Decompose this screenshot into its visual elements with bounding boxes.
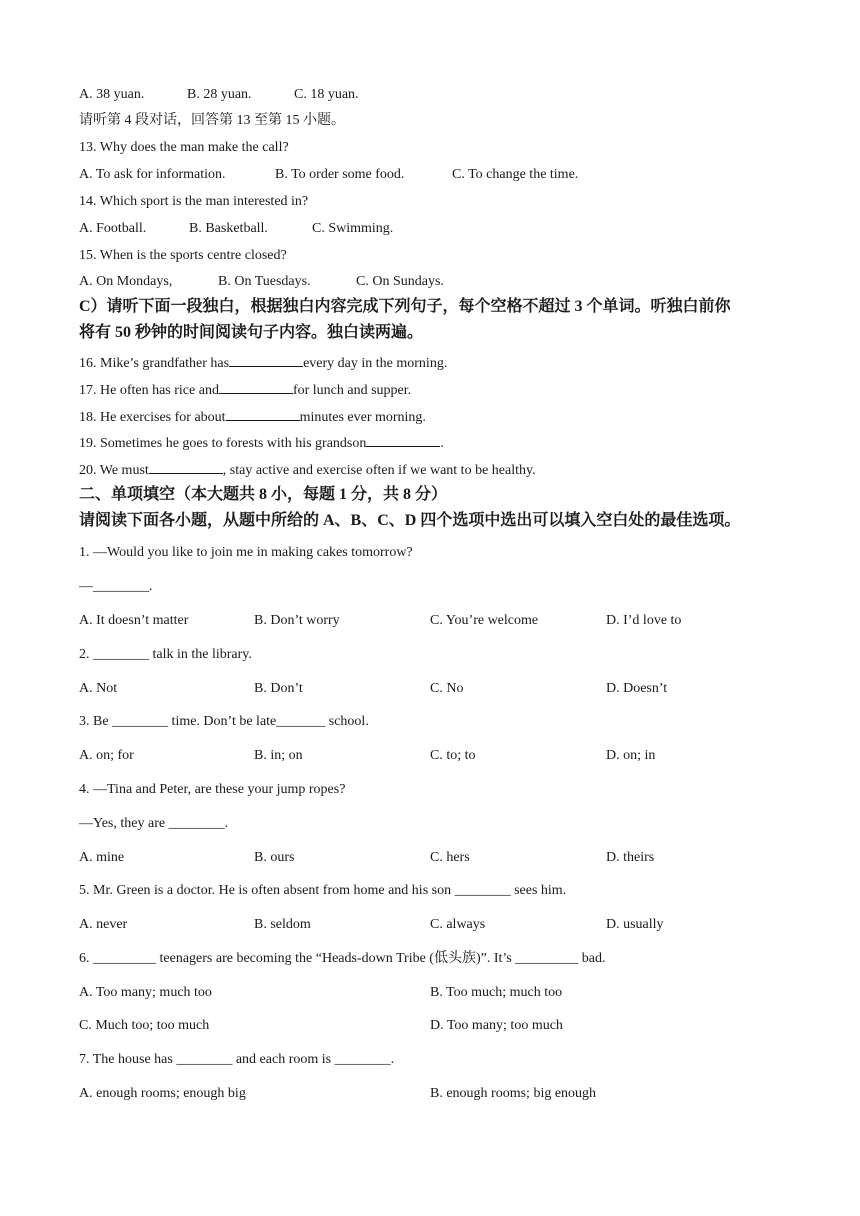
s2-q5-option-d: D. usually	[606, 917, 664, 932]
q16-sentence	[79, 353, 447, 373]
s2-q7-stem: 7. The house has ________ and each room is ________.	[79, 1052, 395, 1067]
q20-before: 20. We must	[79, 463, 149, 478]
q13-option-b: B. To order some food.	[275, 167, 405, 182]
s2-q4-option-b: B. ours	[254, 850, 295, 865]
q17-blank[interactable]	[219, 380, 293, 394]
part-c-instruction-line1: C）请听下面一段独白，根据独白内容完成下列句子，每个空格不超过 3 个单词。听独白前你	[79, 298, 731, 315]
q20-after: , stay active and exercise often if we want to be healthy.	[222, 463, 536, 478]
q19-sentence	[79, 433, 444, 453]
q13-option-c: C. To change the time.	[452, 167, 579, 182]
s2-q3-stem: 3. Be ________ time. Don’t be late_______ school.	[79, 714, 369, 729]
q20-blank[interactable]	[149, 460, 223, 474]
q17-sentence	[79, 380, 411, 400]
q18-blank[interactable]	[226, 407, 300, 421]
s2-q5-option-b: B. seldom	[254, 917, 311, 932]
s2-q3-option-c: C. to; to	[430, 748, 476, 763]
q12-option-a: A. 38 yuan.	[79, 87, 145, 102]
q14-option-b: B. Basketball.	[189, 221, 268, 236]
q13-option-a: A. To ask for information.	[79, 167, 226, 182]
q15-option-c: C. On Sundays.	[356, 274, 444, 289]
s2-q4-stem: 4. —Tina and Peter, are these your jump ropes?	[79, 782, 346, 797]
s2-q6-option-a: A. Too many; much too	[79, 985, 212, 1000]
s2-q1-option-c: C. You’re welcome	[430, 613, 539, 628]
s2-q1-option-d: D. I’d love to	[606, 613, 682, 628]
q19-blank[interactable]	[366, 433, 440, 447]
q18-after: minutes ever morning.	[299, 410, 426, 425]
q15-stem: 15. When is the sports centre closed?	[79, 248, 287, 263]
s2-q2-stem: 2. ________ talk in the library.	[79, 647, 252, 662]
q19-after: .	[440, 436, 444, 451]
section2-heading: 二、单项填空（本大题共 8 小，每题 1 分，共 8 分）	[79, 486, 448, 503]
q16-before: 16. Mike’s grandfather has	[79, 356, 230, 371]
s2-q4-option-d: D. theirs	[606, 850, 655, 865]
s2-q4-option-c: C. hers	[430, 850, 470, 865]
s2-q3-option-d: D. on; in	[606, 748, 656, 763]
s2-q2-option-d: D. Doesn’t	[606, 681, 668, 696]
s2-q1-stem: 1. —Would you like to join me in making cakes tomorrow?	[79, 545, 413, 560]
s2-q3-option-b: B. in; on	[254, 748, 303, 763]
q16-blank[interactable]	[229, 353, 303, 367]
q15-option-a: A. On Mondays,	[79, 274, 173, 289]
q14-option-c: C. Swimming.	[312, 221, 394, 236]
s2-q5-option-a: A. never	[79, 917, 128, 932]
q17-after: for lunch and supper.	[292, 383, 412, 398]
s2-q7-option-a: A. enough rooms; enough big	[79, 1086, 246, 1101]
s2-q6-option-b: B. Too much; much too	[430, 985, 563, 1000]
s2-q1-reply: —________.	[79, 579, 153, 594]
s2-q6-stem: 6. _________ teenagers are becoming the “Heads-down Tribe (低头族)”. It’s _________ bad.	[79, 951, 606, 966]
s2-q4-reply: —Yes, they are ________.	[79, 816, 229, 831]
s2-q5-stem: 5. Mr. Green is a doctor. He is often absent from home and his son ________ sees him.	[79, 883, 567, 898]
part-c-instruction-line2: 将有 50 秒钟的时间阅读句子内容。独白读两遍。	[79, 324, 424, 341]
q18-sentence	[79, 407, 426, 427]
q19-before: 19. Sometimes he goes to forests with his grandson	[79, 436, 367, 451]
q15-option-b: B. On Tuesdays.	[218, 274, 311, 289]
s2-q4-option-a: A. mine	[79, 850, 125, 865]
s2-q5-option-c: C. always	[430, 917, 486, 932]
s2-q6-option-c: C. Much too; too much	[79, 1018, 210, 1033]
s2-q2-option-b: B. Don’t	[254, 681, 303, 696]
q16-after: every day in the morning.	[303, 356, 448, 371]
s2-q1-option-b: B. Don’t worry	[254, 613, 340, 628]
s2-q1-option-a: A. It doesn’t matter	[79, 613, 189, 628]
s2-q3-option-a: A. on; for	[79, 748, 134, 763]
s2-q7-option-b: B. enough rooms; big enough	[430, 1086, 597, 1101]
q13-stem: 13. Why does the man make the call?	[79, 140, 289, 155]
q14-option-a: A. Football.	[79, 221, 147, 236]
q20-sentence	[79, 460, 536, 480]
q14-stem: 14. Which sport is the man interested in?	[79, 194, 309, 209]
q12-option-b: B. 28 yuan.	[187, 87, 252, 102]
s2-q2-option-a: A. Not	[79, 681, 118, 696]
q12-option-c: C. 18 yuan.	[294, 87, 359, 102]
s2-q2-option-c: C. No	[430, 681, 464, 696]
s2-q6-option-d: D. Too many; too much	[430, 1018, 563, 1033]
section2-instruction: 请阅读下面各小题，从题中所给的 A、B、C、D 四个选项中选出可以填入空白处的最佳选项。	[79, 512, 741, 529]
q17-before: 17. He often has rice and	[79, 383, 219, 398]
q18-before: 18. He exercises for about	[79, 410, 226, 425]
section4-instruction: 请听第 4 段对话，回答第 13 至第 15 小题。	[79, 113, 345, 128]
